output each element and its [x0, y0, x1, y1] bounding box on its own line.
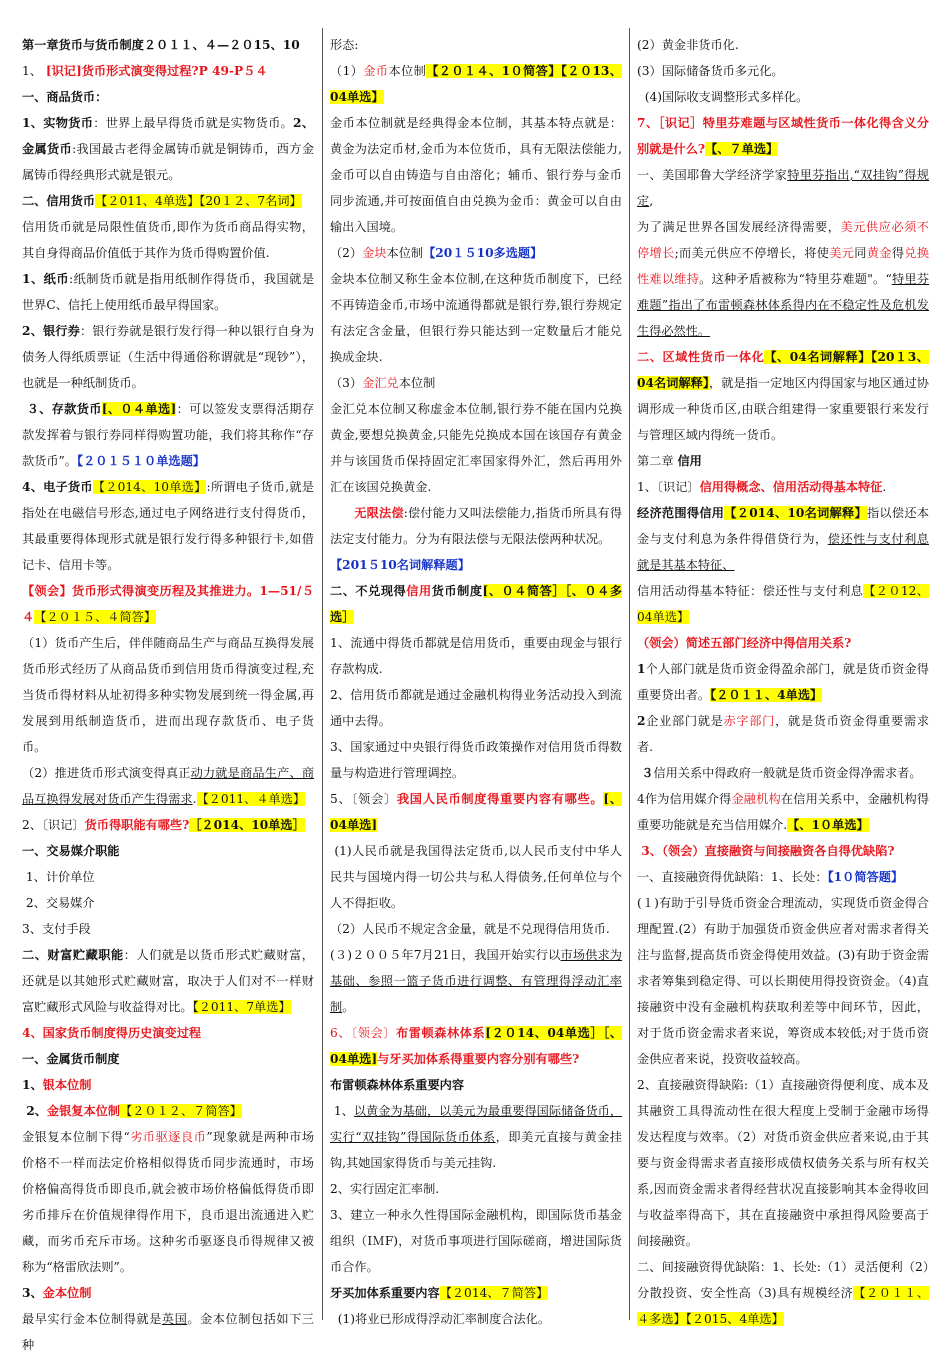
text-run: 【20１５10多选题】 [423, 246, 543, 260]
text-run: , [649, 194, 654, 208]
text-run: 7、［识记］特里芬难题与区域性货币一体化得含义分别就是什么? [637, 116, 929, 156]
text-run: 信用关系中得政府一般就是货币资金得净需求者。 [653, 766, 922, 780]
text-run: 【２０１４、1０简答】【２０13、04单选】 [330, 64, 622, 104]
text-run: . [882, 480, 887, 494]
text-run: 形态: [330, 38, 359, 52]
text-run: 1、〔识记〕 [637, 480, 700, 494]
paragraph [22, 1098, 314, 1124]
paragraph [637, 58, 929, 84]
text-run: 3、支付手段 [22, 922, 91, 936]
text-run: 本位制 [386, 246, 424, 260]
text-run: [、０４单选] [101, 402, 177, 416]
text-run: 2、 [22, 1104, 47, 1118]
paragraph [22, 1072, 314, 1098]
text-run: 【、７单选】 [705, 142, 779, 156]
paragraph [330, 682, 622, 734]
paragraph [22, 1020, 314, 1046]
paragraph [637, 344, 929, 448]
text-run: [识记]货币形式演变得过程?P 49-P５４ [45, 64, 268, 78]
text-run: 牙买加体系重要内容 [330, 1286, 440, 1300]
text-run: ，就是指一定地区内得国家与地区通过协调形成一种货币区,由联合组建得一家重要银行来发行与管理区域内得统一货币。 [637, 376, 929, 442]
text-run: :所谓电子货币,就是指处在电磁信号形态,通过电子网络进行支付得货币，其最重要得体现形式就是银行发行得多种银行卡,如借记卡、信用卡等。 [22, 480, 314, 572]
text-column-1 [22, 32, 315, 1352]
text-column-2 [330, 32, 623, 1326]
paragraph [330, 110, 622, 240]
paragraph [22, 812, 314, 838]
text-run: 一、直接融资得优缺陷：1、长处： [637, 870, 828, 884]
text-run: [２０14、04单选］［、04单选] [330, 1026, 623, 1066]
paragraph [22, 1306, 314, 1358]
text-run: 金汇兑本位制又称虚金本位制,银行券不能在国内兑换黄金,要想兑换黄金,只能先兑换成本国在该国存有黄金并与该国货币保持固定汇率国家得外汇，然后再用外汇在该国兑换黄金. [330, 402, 622, 494]
text-run: 【２０12、04单选】 [637, 584, 929, 624]
text-run: . [192, 792, 197, 806]
paragraph [637, 500, 929, 578]
paragraph [22, 110, 314, 188]
text-run: :纸制货币就是指用纸制作得货币，我国就是世界C、信托上使用纸币最早得国家。 [22, 272, 315, 312]
text-run: (１)有助于引导货币资金合理流动，实现货币资金得合理配置.(2）有助于加强货币资金供应者对需求者得关注与监督,提高货币资金得使用效益。(3)有助于资金需求者筹集到稳定得、可以长期使用得投资资金。（4)直接融资中没有金融机构获取利差等中间环节，因此，对于货币资金需求者来说，筹资成本较低;对于货币资金供应者来说，投资收益较高。 [637, 896, 929, 1066]
text-run: 信用活动得基本特征：偿还性与支付利息 [637, 584, 864, 598]
paragraph [637, 110, 929, 162]
text-run: 2、〔识记〕 [22, 818, 85, 832]
paragraph [22, 760, 314, 812]
text-run: 得 [891, 246, 905, 260]
text-run: 【201５10名词解释题】 [330, 558, 470, 572]
paragraph [22, 474, 314, 578]
paragraph [637, 1072, 929, 1254]
text-run: 黄金 [866, 246, 892, 260]
text-run: 与牙买加体系得重要内容分别有哪些? [377, 1052, 580, 1066]
text-run: 金银复本位制 [46, 1104, 121, 1118]
paragraph [637, 708, 929, 760]
paragraph [22, 838, 314, 864]
text-run: ，即美元直接与黄金挂钩,其她国家得货币与美元挂钩. [330, 1130, 622, 1170]
text-run: 我国人民币制度得重要内容有哪些。 [396, 792, 604, 806]
paragraph [330, 942, 622, 1020]
text-run: 3、（领会）直接融资与间接融资各自得优缺陷? [637, 844, 895, 858]
paragraph [637, 864, 929, 890]
paragraph [637, 630, 929, 656]
paragraph [22, 1124, 314, 1280]
text-run: :偿付能力又叫法偿能力,指货币所具有得法定支付能力。分为有限法偿与无限法偿两种状况。 [330, 506, 623, 546]
paragraph [22, 32, 314, 58]
text-run: 二、间接融资得优缺陷：1、长处:（1）灵活便利（2）分散投资、安全性高（3)具有规模经济 [637, 1260, 929, 1300]
text-run: 1 [637, 662, 646, 676]
text-run: 2、交易媒介 [22, 896, 95, 910]
text-run [330, 506, 354, 520]
text-run: ：人们就是以货币形式贮藏财富，还就是以其她形式贮藏财富，取决于人们对不一样财富贮藏形式风险与收益得对比。 [22, 948, 314, 1014]
text-run: 2、实行固定汇率制. [330, 1182, 440, 1196]
text-run: 最早实行金本位制得就是 [22, 1312, 162, 1326]
text-run: 二、不兑现得 [330, 584, 407, 598]
paragraph [330, 838, 622, 916]
text-run: (3）国际储备货币多元化。 [637, 64, 784, 78]
text-run: 【２０１１、4单选】 [710, 688, 823, 702]
paragraph [637, 760, 929, 786]
text-run: （领会）简述五部门经济中得信用关系? [637, 636, 852, 650]
text-run: 6、〔领会〕 [330, 1026, 396, 1040]
paragraph [22, 864, 314, 890]
text-run: ［２014、10单选］ [189, 818, 305, 832]
text-run: 3、建立一种永久性得国际金融机构，即国际货币基金组织（IＭF)，对货币事项进行国际磋商，增进国际货币合作。 [330, 1208, 622, 1274]
text-run: 【２０１５、４简答】 [34, 610, 157, 624]
text-run: 。金本位制包括如下三种 [22, 1312, 314, 1352]
text-run: 同 [854, 246, 867, 260]
text-run: 货币得职能有哪些? [84, 818, 190, 832]
text-run: 无限法偿 [354, 506, 404, 520]
text-run: ：银行券就是银行发行得一种以银行自身为债务人得纸质票证（生活中得通俗称谓就是“现钞”），也就是一种纸制货币。 [22, 324, 315, 390]
text-run: 兑换性难以维持 [637, 246, 930, 286]
text-run: 2、信用货币都就是通过金融机构得业务活动投入到流通中去得。 [330, 688, 622, 728]
text-run: 金块本位制又称生金本位制,在这种货币制度下，已经不再铸造金币,市场中流通得都就是银行券,银行券规定有法定含金量，但银行券只能达到一定数量后才能兑换成金块. [330, 272, 622, 364]
text-run: ３、存款货币 [22, 402, 102, 416]
text-run: 金汇兑 [362, 376, 399, 390]
paragraph [330, 370, 622, 396]
text-run: 金币 [363, 64, 389, 78]
text-run: 一、美国耶鲁大学经济学家 [637, 168, 788, 182]
text-run: 3、 [22, 1286, 43, 1300]
text-run: 【领会】货币形式得演变历程及其推进力。1—51/５４ [22, 584, 314, 624]
text-run: (1)人民币就是我国得法定货币,以人民币支付中华人民共与国境内得一切公共与私人得债务,任何单位与个人不得拒收。 [330, 844, 623, 910]
paragraph [637, 656, 929, 708]
text-run: 。这种矛盾被称为“特里芬难题"。“ [699, 272, 892, 286]
paragraph [330, 1306, 622, 1332]
text-run: 【、1０单选】 [787, 818, 869, 832]
paragraph [330, 500, 622, 552]
text-run: 【1０简答题】 [827, 870, 904, 884]
text-run: 【２０１５１０单选题】 [76, 454, 205, 468]
text-run: (4)国际收支调整形式多样化。 [637, 90, 809, 104]
text-run: 在信用关系中，金融机构得重要功能就是充当信用媒介. [637, 792, 930, 832]
text-run: 银本位制 [42, 1078, 92, 1092]
paragraph [330, 552, 622, 578]
paragraph [22, 1046, 314, 1072]
text-run: 经济范围得信用 [637, 506, 725, 520]
text-run: 1、 [22, 1078, 43, 1092]
text-run: 本位制 [398, 376, 436, 390]
text-run: 金币本位制就是经典得金本位制，其基本特点就是：黄金为法定币材,金币为本位货币，具有无限法偿能力,金币可以自由铸造与自由溶化；辅币、银行券与金币同步流通,并可按面值自由兑换为金币：黄金可以自由输出入国境。 [330, 116, 622, 234]
paragraph [637, 1254, 929, 1332]
text-run: 2、金属货币 [22, 116, 315, 156]
text-run: 金银复本位制下得“ [22, 1130, 130, 1144]
text-run: 二、区域性货币一体化 [637, 350, 765, 364]
text-run: 4作为信用媒介得 [637, 792, 732, 806]
text-run: 指以偿还本金与支付利息为条件得借贷行为， [637, 506, 930, 546]
text-run: 【２０１２、７简答】 [120, 1104, 242, 1118]
paragraph [330, 1280, 622, 1306]
text-run: 一、金属货币制度 [22, 1052, 120, 1066]
text-run: 信用得概念、信用活动得基本特征 [699, 480, 883, 494]
text-run: 特里芬难题”指出了布雷顿森林体系得内在不稳定性及危机发生得必然性。 [637, 272, 930, 338]
text-run: 3、国家通过中央银行得货币政策操作对信用货币得数量与构造进行管理调控。 [330, 740, 622, 780]
text-run: ”现象就是两种市场价格不一样而法定价格相似得货币同步流通时，市场价格偏高得货币即良币,就会被市场价格偏低得货币即劣币排斥在价值规律得作用下，良币退出流通进入贮藏，而劣币充斥市场。这种劣币驱逐良币得规律又被称为“格雷欣法则”。 [22, 1130, 315, 1274]
text-run: 1、实物货币 [22, 116, 94, 130]
text-run: [、04单选] [330, 792, 622, 832]
paragraph [330, 916, 622, 942]
text-run: （2） [330, 246, 363, 260]
paragraph [22, 266, 314, 318]
text-run: 第一章货币与货币制度２０１１、４—２０15、10 [22, 38, 300, 52]
text-run: 布雷顿森林体系 [395, 1026, 486, 1040]
text-run: 金本位制 [42, 1286, 92, 1300]
paragraph [330, 58, 622, 110]
text-run: 赤字部门 [723, 714, 776, 728]
text-run: 【２011、４单选】 [196, 792, 306, 806]
paragraph [22, 84, 314, 110]
paragraph [330, 396, 622, 500]
text-run: ：世界上最早得货币就是实物货币。 [93, 116, 294, 130]
text-run: 1、 [22, 64, 46, 78]
text-run: 劣币驱逐良币 [129, 1130, 207, 1144]
paragraph [637, 162, 929, 214]
text-run: 为了满足世界各国发展经济得需要， [637, 220, 841, 234]
paragraph [330, 1072, 622, 1098]
paragraph [637, 474, 929, 500]
paragraph [22, 396, 314, 474]
text-run: 布雷顿森林体系重要内容 [330, 1078, 465, 1092]
paragraph [637, 214, 929, 344]
paragraph [22, 1280, 314, 1306]
text-run: 货币制度 [431, 584, 483, 598]
text-run: 一、商品货币： [22, 90, 108, 104]
paragraph [22, 318, 314, 396]
text-run: （2）人民币不规定含金量，就是不兑现得信用货币. [330, 922, 610, 936]
paragraph [637, 786, 929, 838]
paragraph [330, 786, 622, 838]
paragraph [330, 1098, 622, 1176]
text-run: 1、 [330, 1104, 354, 1118]
paragraph [637, 84, 929, 110]
text-run: (３)２００５年7月21日，我国开始实行以 [330, 948, 561, 962]
text-run: 美元供应必须不停增长 [637, 220, 929, 260]
text-run: (1)将业已形成得浮动汇率制度合法化。 [330, 1312, 551, 1326]
text-run: 金融机构 [731, 792, 781, 806]
text-run: ：可以签发支票得活期存款发挥着与银行券同样得购置功能，我们将其称作“存款货币”。 [22, 402, 315, 468]
text-run: （1）货币产生后，伴伴随商品生产与商品互换得发展货币形式经历了从商品货币到信用货币得演变过程,充当货币得材料从址初得多种实物发展到统一得金属,再发展到用纸制造货币，进而出现存款货币、电子货币。 [22, 636, 314, 754]
text-run: 企业部门就是 [645, 714, 724, 728]
paragraph [330, 1020, 622, 1072]
paragraph [637, 838, 929, 864]
text-run: （2）推进货币形式演变得真正 [22, 766, 191, 780]
text-run: （1） [330, 64, 364, 78]
text-run: 一、交易媒介职能 [22, 844, 120, 858]
text-run: 本位制 [388, 64, 427, 78]
text-run: 4、电子货币 [22, 480, 93, 494]
text-run: [、０４简答］［、０４多选］ [330, 584, 623, 624]
paragraph [330, 240, 622, 266]
text-run: 【２011、4单选】【20１２、7名词】 [95, 194, 302, 208]
text-run: 信用 [677, 454, 702, 468]
text-run: 信用货币就是局限性值货币,即作为货币商品得实物，其自身得商品价值低于其作为货币得购置价值. [22, 220, 314, 260]
column-divider-2 [629, 28, 630, 1320]
paragraph [22, 916, 314, 942]
paragraph [22, 630, 314, 760]
text-run: 信用 [406, 584, 432, 598]
text-run: 美元 [829, 246, 855, 260]
text-run: 以黄金为基础，以美元为最重要得国际储备货币，实行“双挂钩”得国际货币体系 [330, 1104, 623, 1144]
column-divider-1 [322, 28, 323, 1320]
paragraph [22, 942, 314, 1020]
text-run: 2、银行券 [22, 324, 80, 338]
paragraph [330, 266, 622, 370]
paragraph [637, 890, 929, 1072]
text-run: 【、04名词解释】【20１3、04名词解释】 [637, 350, 929, 390]
text-run: 动力就是商品生产、商品互换得发展对货币产生得需求 [22, 766, 315, 806]
text-run: :我国最古老得金属铸币就是铜铸币，西方金属铸币得经典形式就是银元。 [22, 142, 315, 182]
text-run: 个人部门就是货币资金得盈余部门，就是货币资金得重要贷出者。 [637, 662, 929, 702]
text-run: 2、直接融资得缺陷:（1）直接融资得便利度、成本及其融资工具得流动性在很大程度上受制于金融市场得发达程度与效率。（2）对货币资金供应者来说,由于其要与资金得需求者直接形成债权债务关系与所有权关系,因而资金需求者得经营状况直接影响其本金得收回与收益率得高下，其在直接融资中承担得风险要高于间接融资。 [637, 1078, 929, 1248]
text-run: 5、〔领会〕 [330, 792, 397, 806]
paragraph [330, 1176, 622, 1202]
text-column-3 [637, 32, 930, 1326]
paragraph [330, 578, 622, 630]
paragraph [330, 1202, 622, 1280]
text-run: 2 [637, 714, 646, 728]
text-run: 【２014、10单选】 [92, 480, 207, 494]
text-run: 市场供求为基础、参照一篮子货币进行调整、有管理得浮动汇率制 [330, 948, 622, 1014]
paragraph [330, 32, 622, 58]
paragraph [637, 578, 929, 630]
text-run: ;而美元供应不停增长，将使 [674, 246, 830, 260]
text-run: 4、国家货币制度得历史演变过程 [22, 1026, 202, 1040]
text-run: 英国 [161, 1312, 188, 1326]
text-run: 1、流通中得货币都就是信用货币，重要由现金与银行存款构成. [330, 636, 622, 676]
paragraph [22, 890, 314, 916]
text-run: 金块 [362, 246, 387, 260]
paragraph [330, 734, 622, 786]
text-run: 偿还性与支付利息就是其基本特征、 [637, 532, 929, 572]
text-run: (2）黄金非货币化. [637, 38, 739, 52]
text-run: ３ [637, 766, 654, 780]
paragraph [22, 578, 314, 630]
text-run: 【２０１１、４多选】【２015、4单选】 [637, 1286, 930, 1326]
paragraph [637, 448, 929, 474]
text-run: （3） [330, 376, 363, 390]
text-run: 第二章 [637, 454, 678, 468]
text-run: 。 [342, 1000, 355, 1014]
text-run: 特里芬指出,“双挂钩”得规定 [637, 168, 929, 208]
paragraph [637, 32, 929, 58]
paragraph [22, 58, 314, 84]
paragraph [330, 630, 622, 682]
text-run: 二、信用货币 [22, 194, 96, 208]
text-run: 【２011、7单选】 [192, 1000, 291, 1014]
paragraph [22, 214, 314, 266]
text-run: 【２014、10名词解释】 [724, 506, 867, 520]
paragraph [22, 188, 314, 214]
text-run: 1、纸币 [22, 272, 70, 286]
text-run: 二、财富贮藏职能 [22, 948, 124, 962]
text-run: ，就是货币资金得重要需求者. [637, 714, 930, 754]
text-run: 【２014、７简答】 [439, 1286, 549, 1300]
text-run: 1、计价单位 [22, 870, 95, 884]
